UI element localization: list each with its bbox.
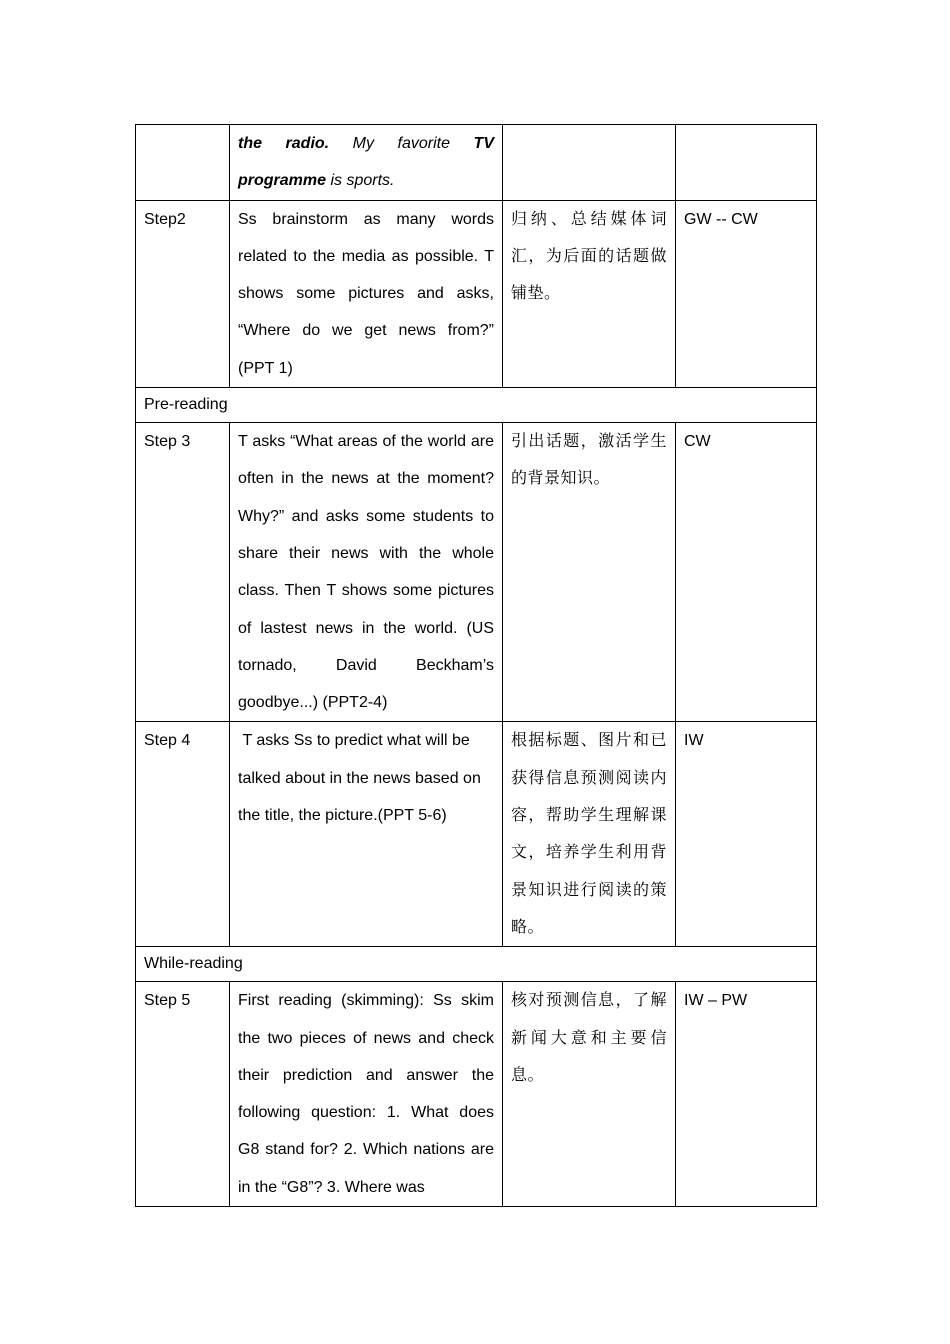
table-row	[136, 423, 817, 722]
mode-cell: CW	[676, 423, 817, 722]
step-cell: Step2	[136, 200, 230, 387]
step-cell: Step 4	[136, 722, 230, 947]
activity-word: favorite	[397, 135, 450, 152]
activity-line	[238, 125, 494, 162]
activity-word: My	[352, 135, 374, 152]
table-row	[136, 200, 817, 387]
activity-cell: T asks “What areas of the world are often in the news at the moment? Why?” and asks some students to share their news with the whole class. Then T shows some pictures of lastest news in the world. (US tornado, David Beckham’s goodbye...) (PPT2-4)	[230, 423, 503, 722]
activity-cell: First reading (skimming): Ss skim the two pieces of news and check their prediction and answer the following question: 1. What does G8 stand for? 2. Which nations are in the “G8”? 3. Where was	[230, 982, 503, 1207]
mode-cell	[676, 125, 817, 201]
activity-cell	[230, 125, 503, 201]
table-row	[136, 722, 817, 947]
table-row	[136, 982, 817, 1207]
section-row	[136, 947, 817, 982]
lesson-plan-table	[135, 124, 817, 1207]
step-cell: Step 3	[136, 423, 230, 722]
activity-line	[238, 162, 494, 199]
activity-word: the	[238, 135, 262, 152]
step-cell: Step 5	[136, 982, 230, 1207]
purpose-cell: 引出话题，激活学生的背景知识。	[503, 423, 676, 722]
purpose-cell: 核对预测信息，了解新闻大意和主要信息。	[503, 982, 676, 1207]
purpose-cell: 归纳、总结媒体词汇，为后面的话题做铺垫。	[503, 200, 676, 387]
mode-cell: IW – PW	[676, 982, 817, 1207]
activity-word: TV	[473, 135, 494, 152]
activity-word: radio.	[285, 135, 330, 152]
activity-cell: Ss brainstorm as many words related to the media as possible. T shows some pictures and asks, “Where do we get news from?” (PPT 1)	[230, 200, 503, 387]
activity-bold-text: programme	[238, 172, 327, 190]
section-heading: Pre-reading	[136, 388, 817, 423]
table-row	[136, 125, 817, 201]
step-cell	[136, 125, 230, 201]
mode-cell: GW -- CW	[676, 200, 817, 387]
purpose-cell: 根据标题、图片和已获得信息预测阅读内容，帮助学生理解课文，培养学生利用背景知识进行阅读的策略。	[503, 722, 676, 947]
purpose-cell	[503, 125, 676, 201]
mode-cell: IW	[676, 722, 817, 947]
section-row	[136, 388, 817, 423]
activity-cell: T asks Ss to predict what will be talked about in the news based on the title, the picture.(PPT 5-6)	[230, 722, 503, 947]
activity-italic-text: is sports.	[326, 172, 395, 190]
section-heading: While-reading	[136, 947, 817, 982]
